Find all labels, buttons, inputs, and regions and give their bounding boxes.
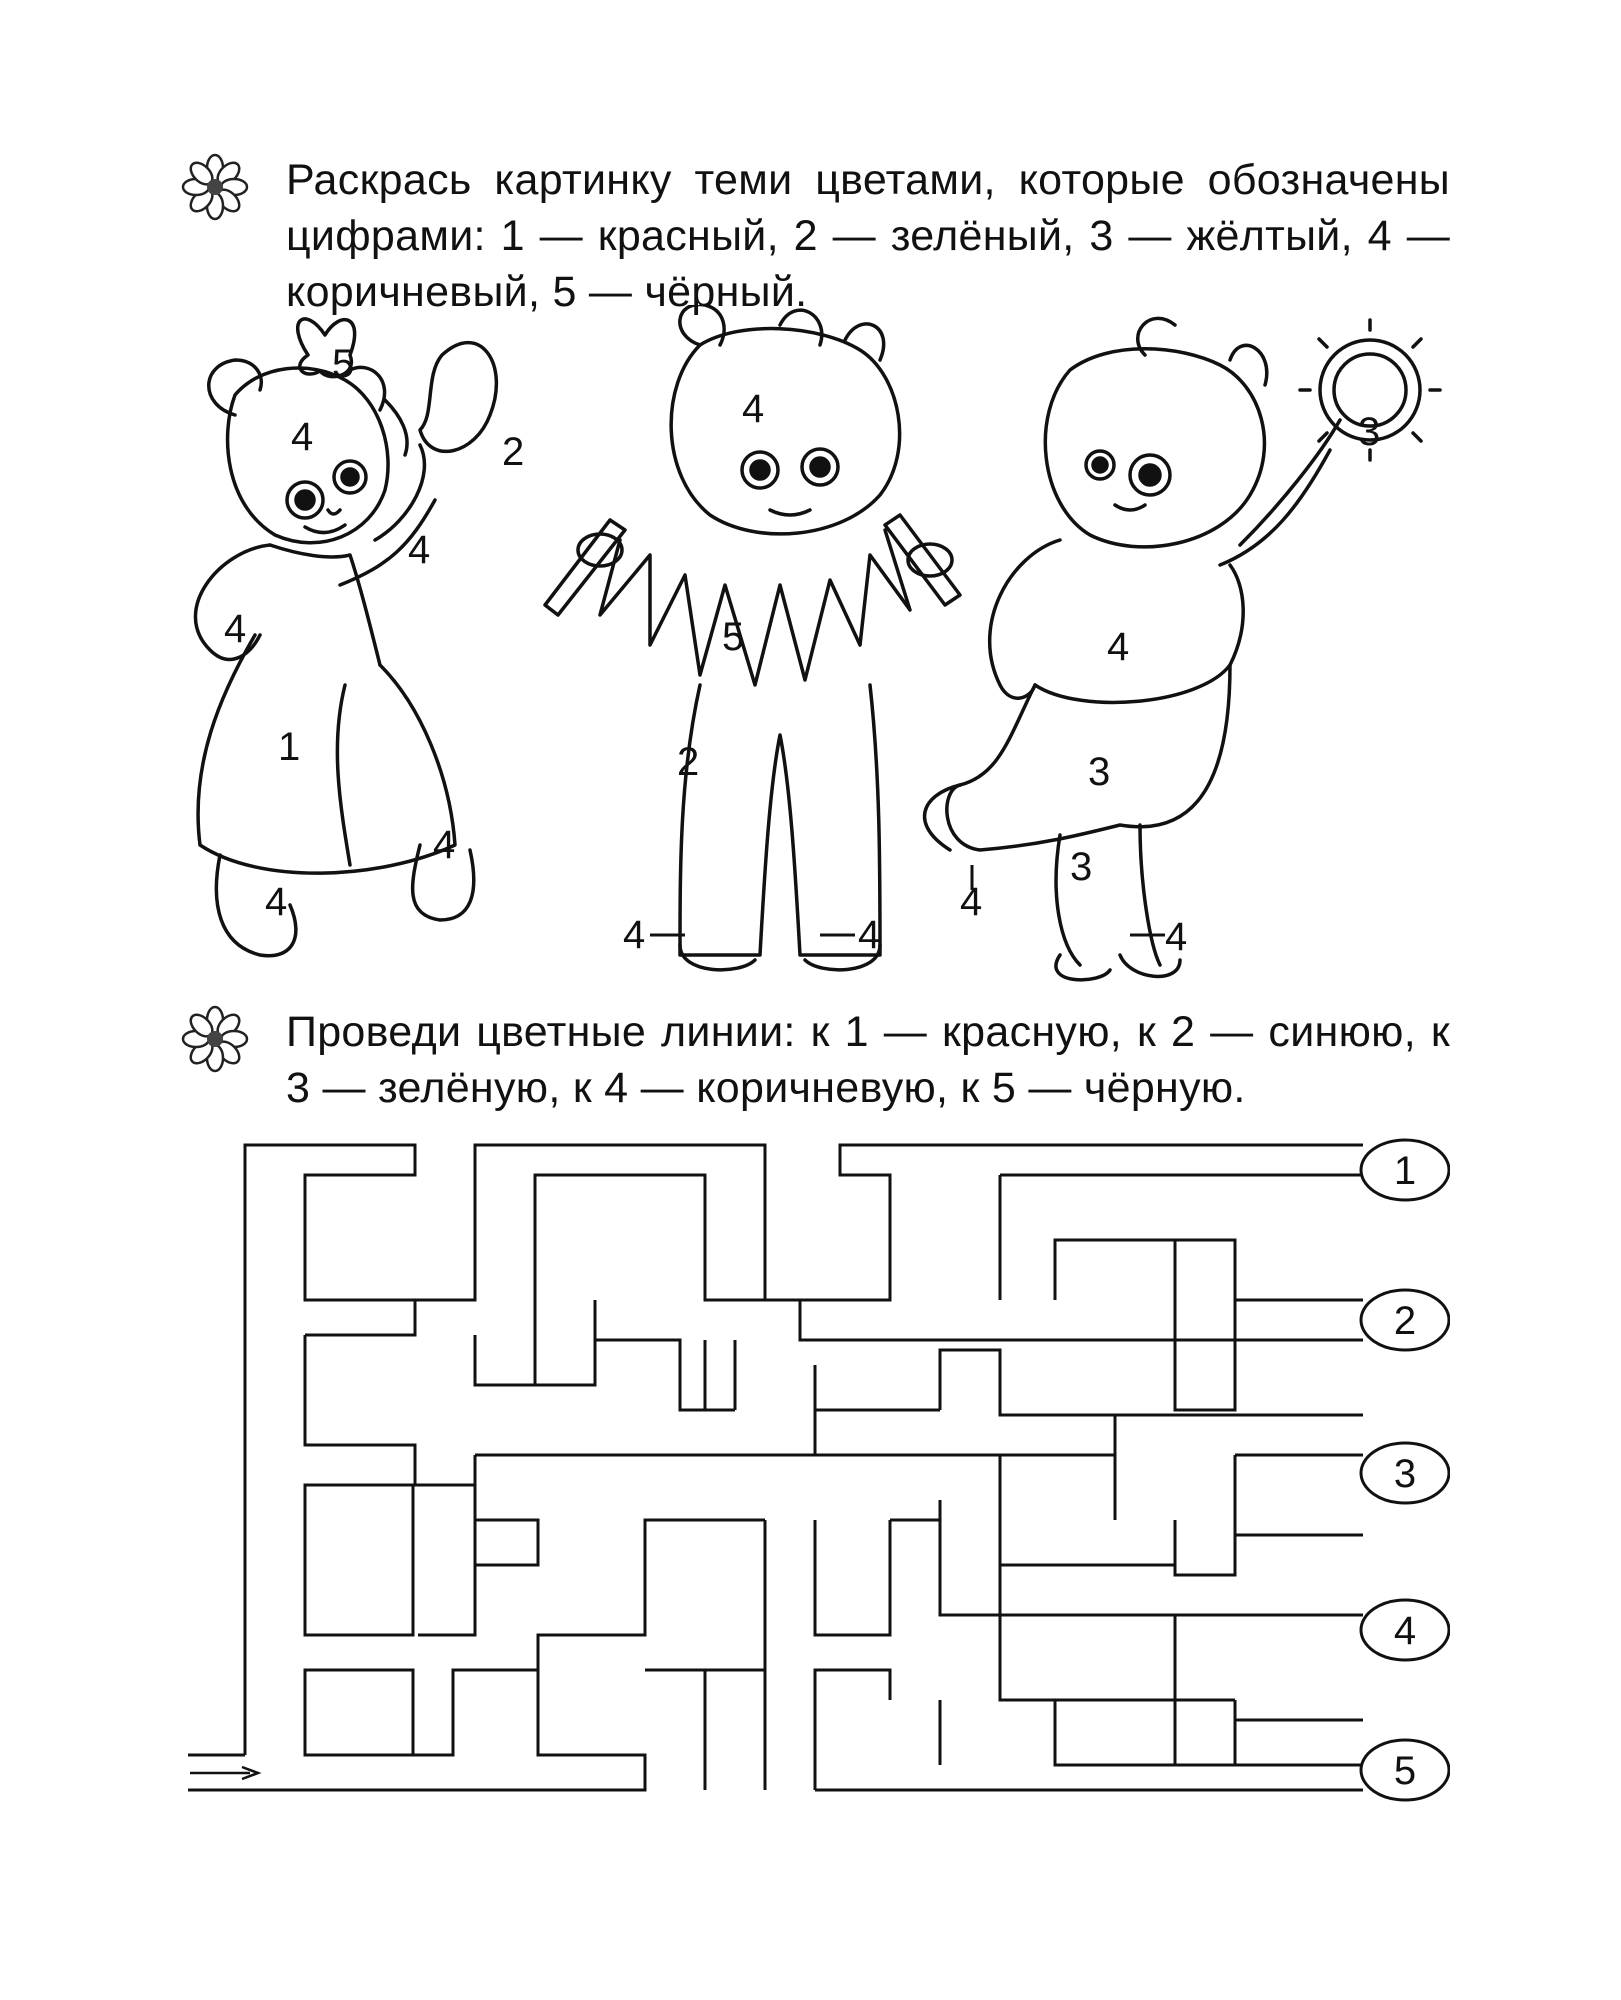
task-coloring-text: Раскрась картинку теми цветами, которые обозначены цифрами: 1 — красный, 2 — зелёный, 3 — жёлтый, 4 — коричневый, 5 — чёрный. xyxy=(286,156,1450,316)
maze-exit-2 xyxy=(1361,1290,1449,1350)
bear1-bow-number: 5 xyxy=(332,342,355,386)
bear3-tambourine-number: 3 xyxy=(1358,410,1381,454)
bear1-leg-left-number: 4 xyxy=(265,880,288,924)
bear3-leg-number: 3 xyxy=(1070,845,1093,889)
bear3-body-number: 4 xyxy=(1107,625,1130,669)
flower-icon xyxy=(180,152,250,222)
bear1-head-number: 4 xyxy=(291,415,314,459)
task-maze-text: Проведи цветные линии: к 1 — красную, к 2 — синюю, к 3 — зелёную, к 4 — коричневую, к 5 — чёрную. xyxy=(286,1008,1450,1112)
bear3-shorts-number: 3 xyxy=(1088,750,1111,794)
bear2-foot-right-number: 4 xyxy=(858,913,881,957)
bear2-accordion-number: 5 xyxy=(722,615,745,659)
maze-exit-3 xyxy=(1361,1443,1449,1503)
maze-exit-1-label: 1 xyxy=(1393,1149,1417,1193)
maze-exit-5 xyxy=(1361,1740,1449,1800)
maze-exit-4 xyxy=(1361,1600,1449,1660)
bear2-foot-left-number: 4 xyxy=(623,913,646,957)
flower-icon xyxy=(180,1004,250,1074)
bear3-foot-left-number: 4 xyxy=(960,880,983,924)
bear2-head-number: 4 xyxy=(742,387,765,431)
maze-exit-4-label: 4 xyxy=(1393,1609,1417,1653)
maze-exit-2-label: 2 xyxy=(1393,1299,1417,1343)
arrow-right-icon xyxy=(190,1767,258,1779)
bear1-hip-number: 4 xyxy=(224,607,247,651)
bear1-arm-number: 4 xyxy=(408,528,431,572)
maze-exit-1 xyxy=(1361,1140,1449,1200)
maze-exit-3-label: 3 xyxy=(1393,1452,1417,1496)
task-maze xyxy=(180,1004,1450,1116)
maze-exit-5-label: 5 xyxy=(1393,1749,1417,1793)
maze xyxy=(180,1125,1450,1825)
task-coloring xyxy=(180,152,1450,320)
bear1-leg-right-number: 4 xyxy=(433,823,456,867)
bear3-foot-right-number: 4 xyxy=(1165,915,1188,959)
bear1-flag-number: 2 xyxy=(502,430,525,474)
bear1-dress-number: 1 xyxy=(278,725,301,769)
bears-illustration xyxy=(180,305,1450,985)
bear2-pants-number: 2 xyxy=(677,740,700,784)
